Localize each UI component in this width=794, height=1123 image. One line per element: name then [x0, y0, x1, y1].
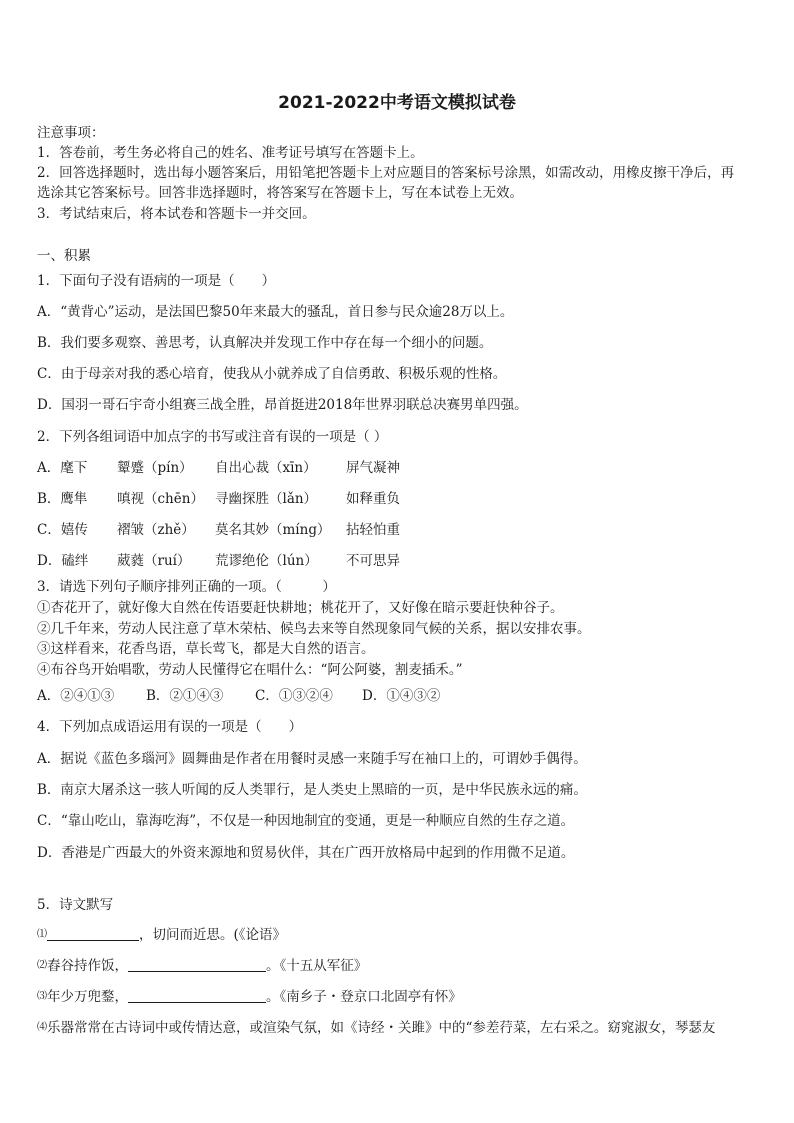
question-3-option-d: D．①④③② — [362, 688, 441, 704]
question-4-option-b: B．南京大屠杀这一骇人听闻的反人类罪行，是人类史上黑暗的一页，是中华民族永远的痛。 — [37, 782, 587, 798]
question-2-stem: 2．下列各组词语中加点字的书写或注音有误的一项是（ ） — [37, 429, 388, 445]
q2-cell: 颦蹙（pín） — [117, 460, 193, 476]
item-number: ⑷ — [37, 1022, 47, 1033]
q2-cell: 不可思异 — [346, 553, 400, 569]
question-1-option-b: B．我们要多观察、善思考，认真解决并发现工作中存在每一个细小的问题。 — [37, 335, 493, 351]
q2-cell: 自出心裁（xīn） — [215, 460, 317, 476]
dictation-source: 。《十五从军征》 — [266, 958, 368, 974]
question-3-option-a: A．②④①③ — [37, 688, 115, 704]
answer-blank[interactable] — [128, 988, 266, 1003]
q2-cell: 如释重负 — [346, 491, 400, 507]
question-4-option-c: C．“靠山吃山，靠海吃海”，不仅是一种因地制宜的变通，更是一种顺应自然的生存之道。 — [37, 813, 575, 829]
q2-cell: A．麾下 — [37, 460, 88, 476]
dictation-text: 舂谷持作饭， — [47, 958, 128, 974]
q2-cell: 寻幽探胜（lǎn） — [215, 491, 318, 507]
question-4-stem: 4．下列加点成语运用有误的一项是（ ） — [37, 719, 303, 735]
q2-cell: 嗔视（chēn） — [117, 491, 204, 507]
answer-blank[interactable] — [47, 926, 139, 941]
q2-cell: 屏气凝神 — [346, 460, 400, 476]
question-3-option-b: B．②①④③ — [146, 688, 224, 704]
item-number: ⑵ — [37, 960, 47, 971]
question-3-sentence: ①杏花开了，就好像大自然在传语要赶快耕地；桃花开了，又好像在暗示要赶快种谷子。 — [37, 600, 564, 616]
dictation-text: 年少万兜鍪， — [47, 989, 128, 1005]
dictation-source: ，切问而近思。(《论语》 — [139, 927, 287, 943]
notice-item: 选涂其它答案标号。回答非选择题时，将答案写在答题卡上，写在本试卷上无效。 — [37, 185, 523, 201]
question-1-option-d: D．国羽一哥石宇奇小组赛三战全胜，昂首挺进2018年世界羽联总决赛男单四强。 — [37, 397, 528, 413]
q2-cell: C．嬉传 — [37, 522, 88, 538]
question-1-option-a: A．“黄背心”运动，是法国巴黎50年来最大的骚乱，首日参与民众逾28万以上。 — [37, 304, 514, 320]
question-3-stem: 3．请选下列句子顺序排列正确的一项。（ ） — [37, 579, 336, 595]
dictation-source: 。《南乡子・登京口北固亭有怀》 — [266, 989, 462, 1005]
q2-cell: D．磕绊 — [37, 553, 89, 569]
q2-cell: 拈轻怕重 — [346, 522, 400, 538]
q2-cell: B．鹰隼 — [37, 491, 88, 507]
dictation-item-1 — [37, 926, 286, 944]
section-heading: 一、积累 — [37, 248, 91, 264]
item-number: ⑶ — [37, 991, 47, 1002]
q2-cell: 褶皱（zhě） — [117, 522, 195, 538]
question-3-sentence: ④布谷鸟开始唱歌，劳动人民懂得它在唱什么：“阿公阿婆，割麦插禾。” — [37, 662, 463, 678]
item-number: ⑴ — [37, 929, 47, 940]
question-4-option-d: D．香港是广西最大的外资来源地和贸易伙伴，其在广西开放格局中起到的作用微不足道。 — [37, 845, 575, 861]
notice-item: 1．答卷前，考生务必将自己的姓名、准考证号填写在答题卡上。 — [37, 145, 424, 161]
question-3-sentence: ③这样看来，花香鸟语，草长莺飞，都是大自然的语言。 — [37, 641, 375, 657]
dictation-item-4 — [37, 1019, 715, 1037]
dictation-item-3 — [37, 988, 462, 1006]
dictation-text: 乐器常常在古诗词中或传情达意，或渲染气氛，如《诗经・关雎》中的“参差荇菜，左右采之。窈窕淑女，琴瑟友 — [47, 1020, 716, 1036]
question-1-stem: 1．下面句子没有语病的一项是（ ） — [37, 273, 276, 289]
q2-cell: 葳蕤（ruí） — [117, 553, 191, 569]
notice-item: 3．考试结束后，将本试卷和答题卡一并交回。 — [37, 206, 316, 222]
question-4-option-a: A．据说《蓝色多瑙河》圆舞曲是作者在用餐时灵感一来随手写在袖口上的，可谓妙手偶得。 — [37, 751, 587, 767]
question-1-option-c: C．由于母亲对我的悉心培育，使我从小就养成了自信勇敢、积极乐观的性格。 — [37, 366, 507, 382]
q2-cell: 荒谬绝伦（lún） — [215, 553, 318, 569]
notice-heading: 注意事项： — [37, 125, 105, 141]
notice-item: 2．回答选择题时，选出每小题答案后，用铅笔把答题卡上对应题目的答案标号涂黑，如需改动，用橡皮擦干净后，再 — [37, 165, 735, 181]
answer-blank[interactable] — [128, 957, 266, 972]
dictation-item-2 — [37, 957, 367, 975]
q2-cell: 莫名其妙（míng） — [215, 522, 331, 538]
question-5-stem: 5．诗文默写 — [37, 897, 114, 913]
question-3-option-c: C．①③②④ — [255, 688, 333, 704]
page-title: 2021-2022中考语文模拟试卷 — [278, 93, 516, 113]
question-3-sentence: ②几千年来，劳动人民注意了草木荣枯、候鸟去来等自然现象同气候的关系，据以安排农事。 — [37, 621, 591, 637]
